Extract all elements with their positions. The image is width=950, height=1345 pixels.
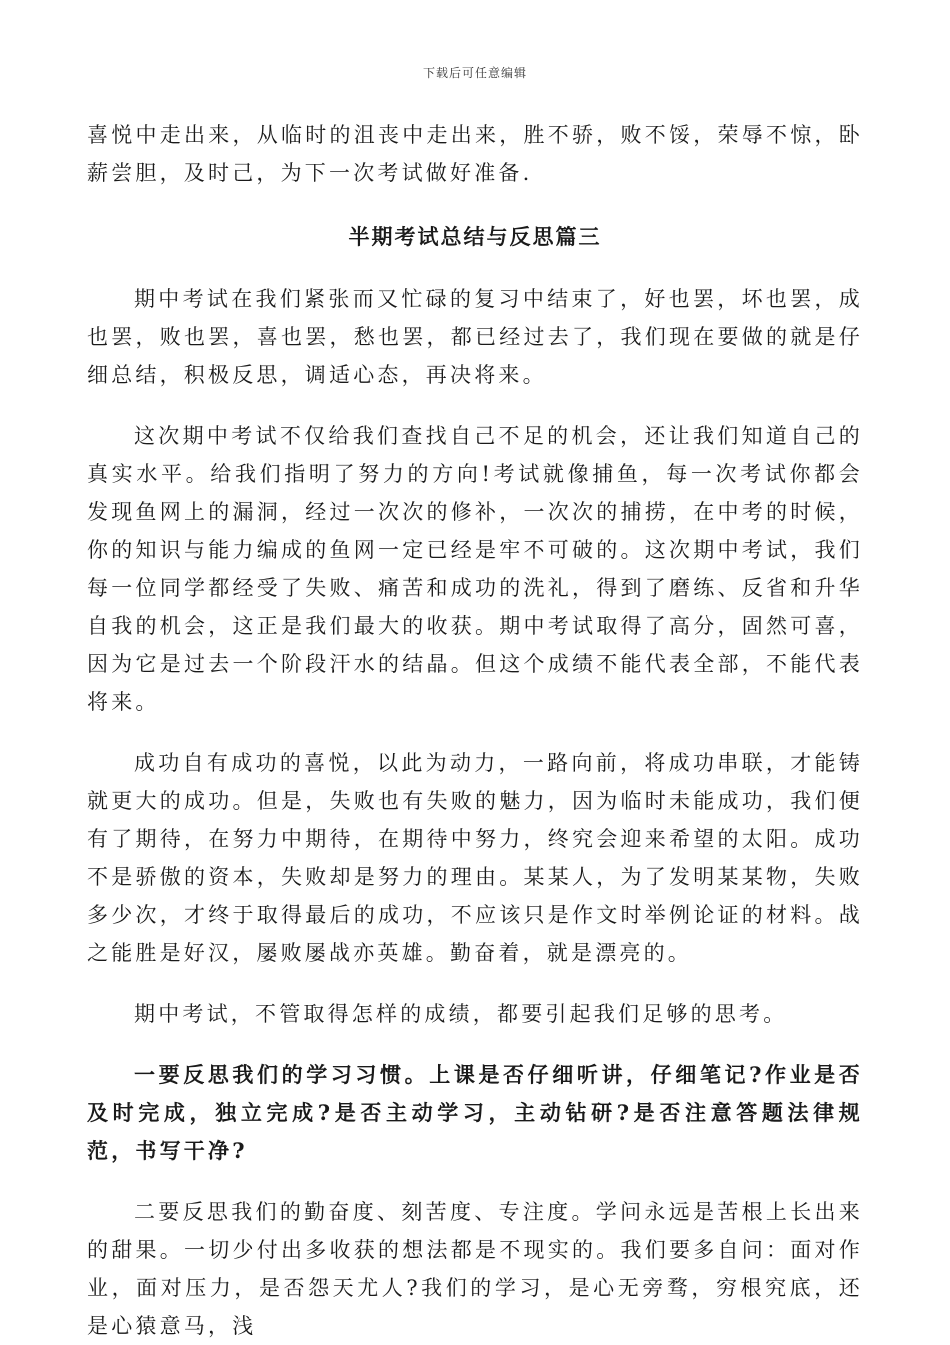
paragraph-3: 成功自有成功的喜悦，以此为动力，一路向前，将成功串联，才能铸就更大的成功。但是，失败也有失败的魅力，因为临时未能成功，我们便有了期待，在努力中期待，在期待中努力，终究会迎来希望的太阳。成功不是骄傲的资本，失败却是努力的理由。某某人，为了发明某某物，失败多少次，才终于取得最后的成功，不应该只是作文时举例论证的材料。战之能胜是好汉，屡败屡战亦英雄。勤奋着，就是漂亮的。 <box>87 751 863 965</box>
paragraph-5-bold: 一要反思我们的学习习惯。上课是否仔细听讲，仔细笔记?作业是否及时完成，独立完成?是否主动学习，主动钻研?是否注意答题法律规范，书写干净? <box>87 1062 863 1163</box>
paragraph-2: 这次期中考试不仅给我们查找自己不足的机会，还让我们知道自己的真实水平。给我们指明了努力的方向!考试就像捕鱼，每一次考试你都会发现鱼网上的漏洞，经过一次次的修补，一次次的捕捞，在中考的时候，你的知识与能力编成的鱼网一定已经是牢不可破的。这次期中考试，我们每一位同学都经受了失败、痛苦和成功的洗礼，得到了磨练、反省和升华自我的机会，这正是我们最大的收获。期中考试取得了高分，固然可喜，因为它是过去一个阶段汗水的结晶。但这个成绩不能代表全部，不能代表将来。 <box>87 424 863 714</box>
paragraph-6: 二要反思我们的勤奋度、刻苦度、专注度。学问永远是苦根上长出来的甜果。一切少付出多收获的想法都是不现实的。我们要多自问：面对作业，面对压力，是否怨天尤人?我们的学习，是心无旁骛，穷根究底，还是心猿意马，浅 <box>87 1200 863 1338</box>
document-body <box>87 116 863 1345</box>
paragraph-4: 期中考试，不管取得怎样的成绩，都要引起我们足够的思考。 <box>134 1002 788 1026</box>
intro-paragraph: 喜悦中走出来，从临时的沮丧中走出来，胜不骄，败不馁，荣辱不惊，卧薪尝胆，及时己，为下一次考试做好准备. <box>87 123 863 185</box>
paragraph-1: 期中考试在我们紧张而又忙碌的复习中结束了，好也罢，坏也罢，成也罢，败也罢，喜也罢，愁也罢，都已经过去了，我们现在要做的就是仔细总结，积极反思，调适心态，再决将来。 <box>87 287 863 387</box>
section-title: 半期考试总结与反思篇三 <box>348 224 602 249</box>
page-header-note: 下载后可任意编辑 <box>422 66 527 80</box>
